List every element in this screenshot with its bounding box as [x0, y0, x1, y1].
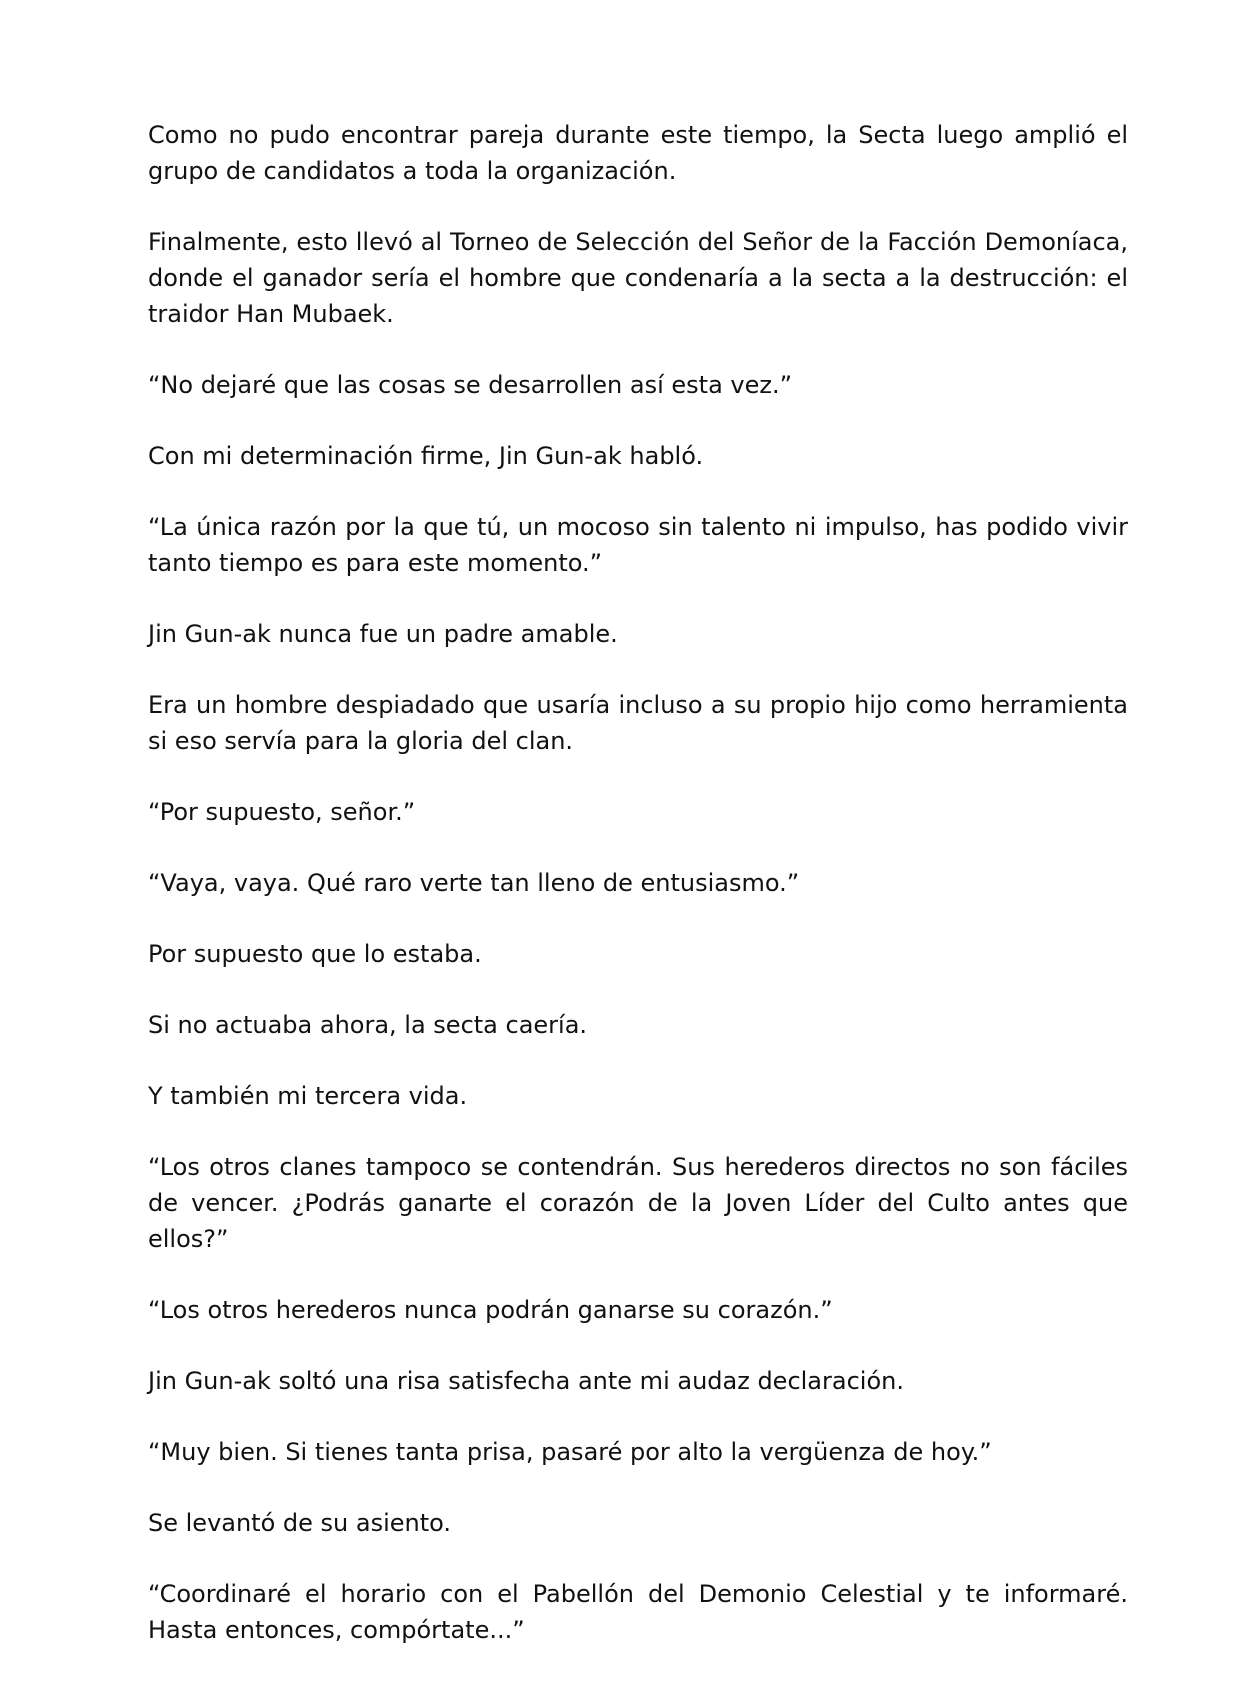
paragraph: “Por supuesto, señor.”	[148, 798, 416, 826]
paragraph: “La única razón por la que tú, un mocoso sin talento ni impulso, has podido vivir tanto tiempo es para este momento.”	[148, 513, 1128, 577]
paragraph: “Vaya, vaya. Qué raro verte tan lleno de entusiasmo.”	[148, 869, 800, 897]
paragraph: Finalmente, esto llevó al Torneo de Selección del Señor de la Facción Demoníaca, donde el ganador sería el hombre que condenaría a la secta a la destrucción: el traidor Han Mubaek.	[148, 228, 1128, 328]
paragraph: “Los otros herederos nunca podrán ganarse su corazón.”	[148, 1296, 833, 1324]
paragraph: “Coordinaré el horario con el Pabellón del Demonio Celestial y te informaré. Hasta entonces, compórtate...”	[148, 1580, 1128, 1644]
paragraph: Como no pudo encontrar pareja durante este tiempo, la Secta luego amplió el grupo de candidatos a toda la organización.	[148, 121, 1128, 185]
paragraph: Y también mi tercera vida.	[148, 1082, 468, 1110]
paragraph: “Muy bien. Si tienes tanta prisa, pasaré por alto la vergüenza de hoy.”	[148, 1438, 992, 1466]
document-body	[148, 117, 1128, 1683]
paragraph: “Los otros clanes tampoco se contendrán. Sus herederos directos no son fáciles de vencer. ¿Podrás ganarte el corazón de la Joven Líder del Culto antes que ellos?”	[148, 1153, 1128, 1253]
paragraph: Se levantó de su asiento.	[148, 1509, 452, 1537]
paragraph: Por supuesto que lo estaba.	[148, 940, 482, 968]
paragraph: “No dejaré que las cosas se desarrollen así esta vez.”	[148, 371, 793, 399]
paragraph: Jin Gun-ak nunca fue un padre amable.	[148, 620, 618, 648]
paragraph: Si no actuaba ahora, la secta caería.	[148, 1011, 588, 1039]
paragraph: Era un hombre despiadado que usaría incluso a su propio hijo como herramienta si eso servía para la gloria del clan.	[148, 691, 1128, 755]
paragraph: Jin Gun-ak soltó una risa satisfecha ante mi audaz declaración.	[148, 1367, 904, 1395]
paragraph: Con mi determinación firme, Jin Gun-ak habló.	[148, 442, 704, 470]
